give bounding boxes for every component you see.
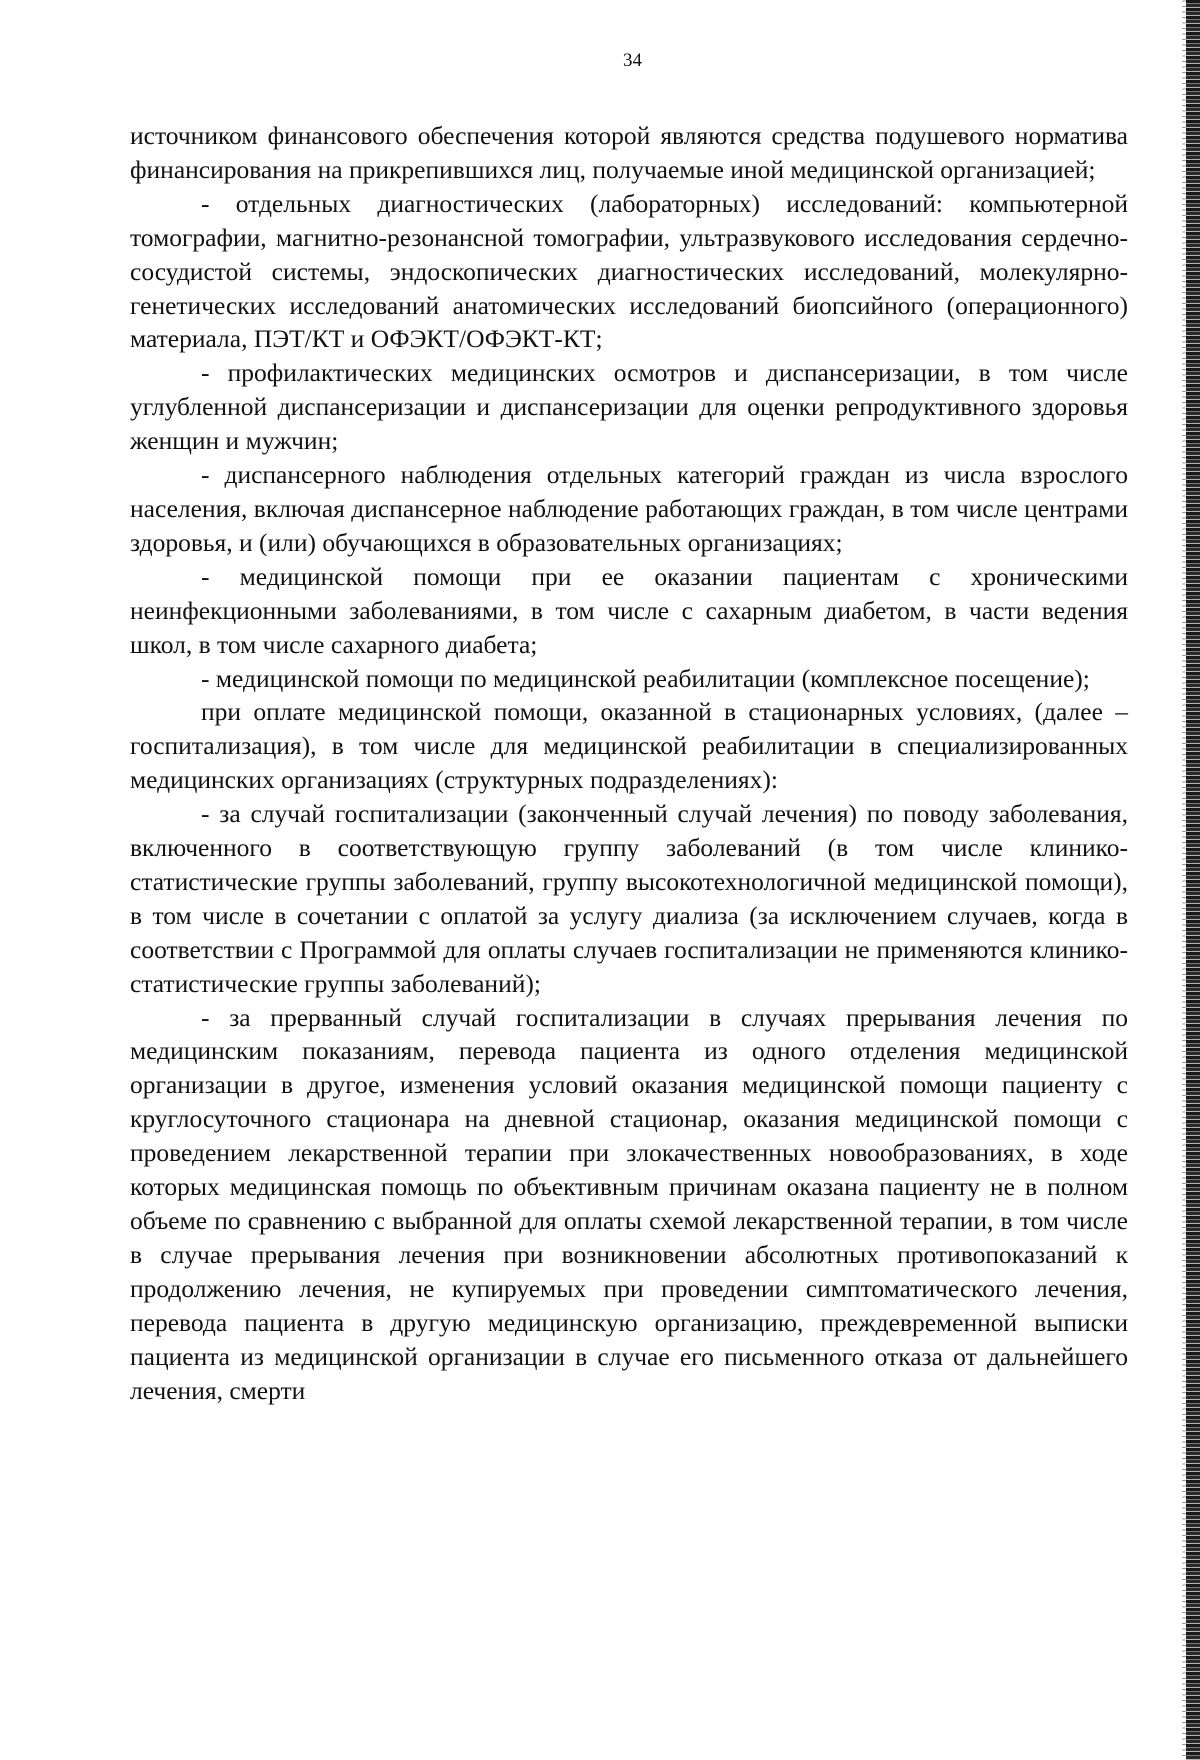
page-number: 34 xyxy=(623,50,642,71)
paragraph-3: - диспансерного наблюдения отдельных категорий граждан из числа взрослого населения, включая диспансерное наблюдение работающих граждан, в том числе центрами здоровья, и (или) обучающихся в образовательных организациях; xyxy=(130,460,1128,557)
paragraph-7: - за случай госпитализации (законченный случай лечения) по поводу заболевания, включенного в соответствующую группу заболеваний (в том числе клинико-статистические группы заболеваний, группу высокотехнологичной медицинской помощи), в том числе в сочетании с оплатой за услугу диализа (за исключением случаев, когда в соответствии с Программой для оплаты случаев госпитализации не применяются клинико-статистические группы заболеваний); xyxy=(130,799,1128,998)
paragraph-4: - медицинской помощи при ее оказании пациентам с хроническими неинфекционными заболеваниями, в том числе с сахарным диабетом, в части ведения школ, в том числе сахарного диабета; xyxy=(130,561,1128,659)
document-body xyxy=(130,119,1128,1407)
paragraph-0: источником финансового обеспечения которой являются средства подушевого норматива финансирования на прикрепившихся лиц, получаемые иной медицинской организацией; xyxy=(130,121,1128,184)
paragraph-8: - за прерванный случай госпитализации в случаях прерывания лечения по медицинским показаниям, перевода пациента из одного отделения медицинской организации в другое, изменения условий оказания медицинской помощи пациенту с круглосуточного стационара на дневной стационар, оказания медицинской помощи с проведением лекарственной терапии при злокачественных новообразованиях, в ходе которых медицинская помощь по объективным причинам оказана пациенту не в полном объеме по сравнению с выбранной для оплаты схемой лекарственной терапии, в том числе в случае прерывания лечения при возникновении абсолютных противопоказаний к продолжению лечения, не купируемых при проведении симптоматического лечения, перевода пациента в другую медицинскую организацию, преждевременной выписки пациента из медицинской организации в случае его письменного отказа от дальнейшего лечения, смерти xyxy=(130,1002,1128,1405)
paragraph-1: - отдельных диагностических (лабораторных) исследований: компьютерной томографии, магнитно-резонансной томографии, ультразвукового исследования сердечно-сосудистой системы, эндоскопических диагностических исследований, молекулярно-генетических исследований анатомических исследований биопсийного (операционного) материала, ПЭТ/КТ и ОФЭКТ/ОФЭКТ-КТ; xyxy=(130,188,1128,354)
paragraph-6: при оплате медицинской помощи, оказанной в стационарных условиях, (далее – госпитализация), в том числе для медицинской реабилитации в специализированных медицинских организациях (структурных подразделениях): xyxy=(130,697,1128,795)
paragraph-5: - медицинской помощи по медицинской реабилитации (комплексное посещение); xyxy=(201,663,1090,693)
scan-edge xyxy=(1186,0,1200,1760)
paragraph-2: - профилактических медицинских осмотров и диспансеризации, в том числе углубленной диспансеризации и диспансеризации для оценки репродуктивного здоровья женщин и мужчин; xyxy=(130,358,1128,456)
